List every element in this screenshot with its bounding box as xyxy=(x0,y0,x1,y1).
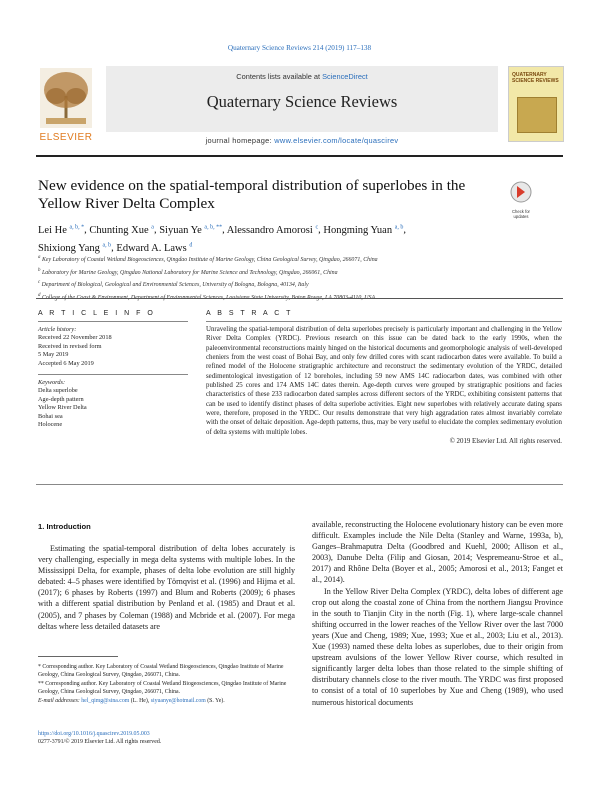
affiliation: d xyxy=(38,292,41,298)
author-list: Lei He $^{a, b, *}$, Chunting Xue $^a$, Siyuan Ye $^{a, b, **}$, Alessandro Amorosi $^c$, Hongming Yuan $^{a, b}$, Shixiong Yang $^{a, b}$, Edward A. Laws $^d$ xyxy=(38,224,407,254)
check-updates-label: Check for updates xyxy=(512,209,530,219)
doi-block xyxy=(38,730,295,746)
header-rule xyxy=(36,155,563,157)
abstract-rule xyxy=(36,484,563,485)
paragraph: Estimating the spatial-temporal distribution of delta lobes accurately is very challenging, especially in mega delta systems with multiple lobes. In the Mississippi Delta, for example, phases of delta lobe evolution are still highly debated: 4–5 phases were identified by Törnqvist et al. (1996) and Hijma et al. (2017); 6 phases by Roberts (1997) and Blum and Roberts (2009); 6 phases with a different spatial distribution by Penland et al. (1985) and Draut et al. (2005), and 7 phases by Coleman (1988) and Mcbride et al. (2007). For mega deltas where less detailed datasets are xyxy=(38,544,295,631)
abstract-heading: A B S T R A C T xyxy=(206,310,293,317)
elsevier-logo xyxy=(36,66,96,150)
author[interactable]: Edward A. Laws $^d$ xyxy=(116,242,193,254)
footnotes xyxy=(38,663,295,706)
history-item: 5 May 2019 xyxy=(38,351,69,359)
author[interactable]: Alessandro Amorosi $^c$ xyxy=(226,224,319,236)
affiliation: $^c$ Department of Biological, Geological and Environmental Sciences, University of Bologna, Bologna, 40134, Italy xyxy=(38,280,309,289)
footnote: * Corresponding author. Key Laboratory of Coastal Wetland Biogeosciences, Qingdao Institute of Marine Geology, China Geological Survey, Qingdao, 266071, China. xyxy=(38,664,284,679)
affiliation: $^a$ Key Laboratory of Coastal Wetland Biogeosciences, Qingdao Institute of Marine Geology, China Geological Survey, Qingdao, 266071, China xyxy=(38,255,378,263)
keyword: Delta superlobe xyxy=(38,387,78,395)
abstract-copyright: © 2019 Elsevier Ltd. All rights reserved. xyxy=(449,438,562,446)
check-updates-icon xyxy=(506,180,536,204)
contents-available: Contents lists available at ScienceDirect xyxy=(236,72,368,81)
email-link[interactable]: hel_qimg@sina.com xyxy=(81,698,130,705)
article-info xyxy=(38,326,188,429)
cover-image xyxy=(517,97,557,133)
author[interactable]: Siyuan Ye $^{a, b, **}$ xyxy=(159,224,223,236)
doi-link[interactable]: https://doi.org/10.1016/j.quascirev.2019.05.003 xyxy=(38,731,150,737)
keyword: Holocene xyxy=(38,421,63,429)
cover-title: QUATERNARY SCIENCE REVIEWS xyxy=(512,72,559,84)
homepage-link[interactable]: www.elsevier.com/locate/quascirev xyxy=(274,136,399,145)
info-separator xyxy=(38,374,188,375)
keyword: Yellow River Delta xyxy=(38,404,87,412)
keyword: Bohai sea xyxy=(38,412,63,420)
body-column-left xyxy=(38,543,295,632)
article-info-heading: A R T I C L E I N F O xyxy=(38,310,156,317)
sciencedirect-link[interactable]: ScienceDirect xyxy=(322,72,368,81)
email-footnote: E-mail addresses: hel_qimg@sina.com (L. He), siyuanye@hotmail.com (S. Ye). xyxy=(38,698,225,705)
abstract xyxy=(206,325,562,446)
history-item: Received in revised form xyxy=(38,342,102,350)
journal-title: Quaternary Science Reviews xyxy=(206,92,398,111)
elsevier-wordmark: ELSEVIER xyxy=(39,132,93,143)
journal-cover-thumbnail[interactable] xyxy=(508,66,564,142)
author[interactable]: Chunting Xue $^a$ xyxy=(89,224,154,236)
keywords-label: Keywords: xyxy=(38,379,66,387)
running-head[interactable]: Quaternary Science Reviews 214 (2019) 117–138 xyxy=(227,44,372,52)
author[interactable]: Hongming Yuan $^{a, b}$ xyxy=(323,224,404,236)
history-item: Received 22 November 2018 xyxy=(38,334,112,342)
email-link[interactable]: siyuanye@hotmail.com xyxy=(150,698,206,705)
abstract-heading-rule xyxy=(206,321,562,322)
journal-homepage: journal homepage: www.elsevier.com/locate/quascirev xyxy=(205,136,399,145)
issn-line: 0277-3791/© 2019 Elsevier Ltd. All rights reserved. xyxy=(38,739,162,745)
article-title: New evidence on the spatial-temporal distribution of superlobes in the Yellow River Delta Complex xyxy=(38,177,466,212)
abstract-text: Unraveling the spatial-temporal distribution of delta superlobes precisely is particularly important and challenging in the Yellow River Delta Complex (YRDC). Previous research on this issue can be dated back to the early 1990s, when the paleoenvironmental reconstructions mainly hinged on the historical documents and geomorphologic analysis of well-developed cheniers from the west coast of Bohai Bay, and only few drilled cores with scant radiocarbon dates were available. To build a refined model of the Holocene stratigraphic architecture and reconstruct the sedimentary evolution of the YRDC, detailed sedimentological investigation of 12 boreholes, including 59 new AMS 14C radiocarbon dates, was combined with other published 25 cores and 174 AMS 14C dates therein. Age-depth curves were grouped by stratigraphic positions and facies characteristics of these 233 radiocarbon dated samples across different sectors of the YRDC, exhibiting consistent patterns that can be used to identify distinct phases of delta superlobe activities. Eight new superlobes with relatively accurate dating spans were, therefore, proposed in the YRDC. Our results demonstrate that very high aggradation rates almost invariably correlate with the onset of deltaic deposition. Age-depth patterns, thus, may be very useful to elucidate the complex sedimentary evolution of delta systems with multiple lobes. xyxy=(206,326,562,436)
footnote-rule xyxy=(38,656,118,657)
paragraph: In the Yellow River Delta Complex (YRDC), delta lobes of different age crop out along the coastal zone of China from the northern Jiangsu Province in the south to Tianjin City in the north (Fig. 1), where large-scale channel shifting occurred in the lower reaches of the Yellow River over the last 7000 years (Xue and Cheng, 1989; Xue, 1993; Xue et al., 2003; Liu et al., 2013). Xue (1993) named these delta lobes as superlobes, due to their origin from upstream avulsions of the lower Yellow River course, which resulted in significantly larger delta lobes than those related to the simple shifting of distributary channels close to the river mouth. The YRDC was first proposed to consist of a total of 10 superlobes by Xue and Cheng (1989), who used numerous historical documents xyxy=(312,586,563,707)
affiliation-rule xyxy=(36,298,563,299)
affiliations xyxy=(38,253,563,303)
affiliation: $^b$ Laboratory for Marine Geology, Qingdao National Laboratory for Marine Science and Technology, Qingdao, 266061, China xyxy=(38,267,338,276)
footnote: ** Corresponding author. Key Laboratory of Coastal Wetland Biogeosciences, Qingdao Institute of Marine Geology, China Geological Survey, Qingdao, 266071, China. xyxy=(38,681,287,696)
check-for-updates-badge[interactable] xyxy=(506,180,536,219)
history-item: Accepted 6 May 2019 xyxy=(38,359,94,367)
author[interactable]: Lei He $^{a, b, *}$ xyxy=(38,224,85,236)
history-label: Article history: xyxy=(38,326,77,333)
body-column-right xyxy=(312,519,563,708)
info-heading-rule xyxy=(38,321,188,322)
author[interactable]: Shixiong Yang $^{a, b}$ xyxy=(38,242,112,254)
section-heading-introduction: 1. Introduction xyxy=(38,522,91,531)
paragraph: available, reconstructing the Holocene evolutionary history can be even more difficult. Examples include the Nile Delta (Stanley and Warne, 1993a, b), Ganges–Brahmaputra Delta (Goodbred and Kuehl, 2000; Allison et al., 2003), Danube Delta (Filip and Giosan, 2014; Vespremeanu-Stroe et al., 2017) and Rhône Delta (Boyer et al., 2005; Amorosi et al., 2013; Fanget et al., 2014). xyxy=(312,520,563,585)
keyword: Age-depth pattern xyxy=(38,395,84,403)
